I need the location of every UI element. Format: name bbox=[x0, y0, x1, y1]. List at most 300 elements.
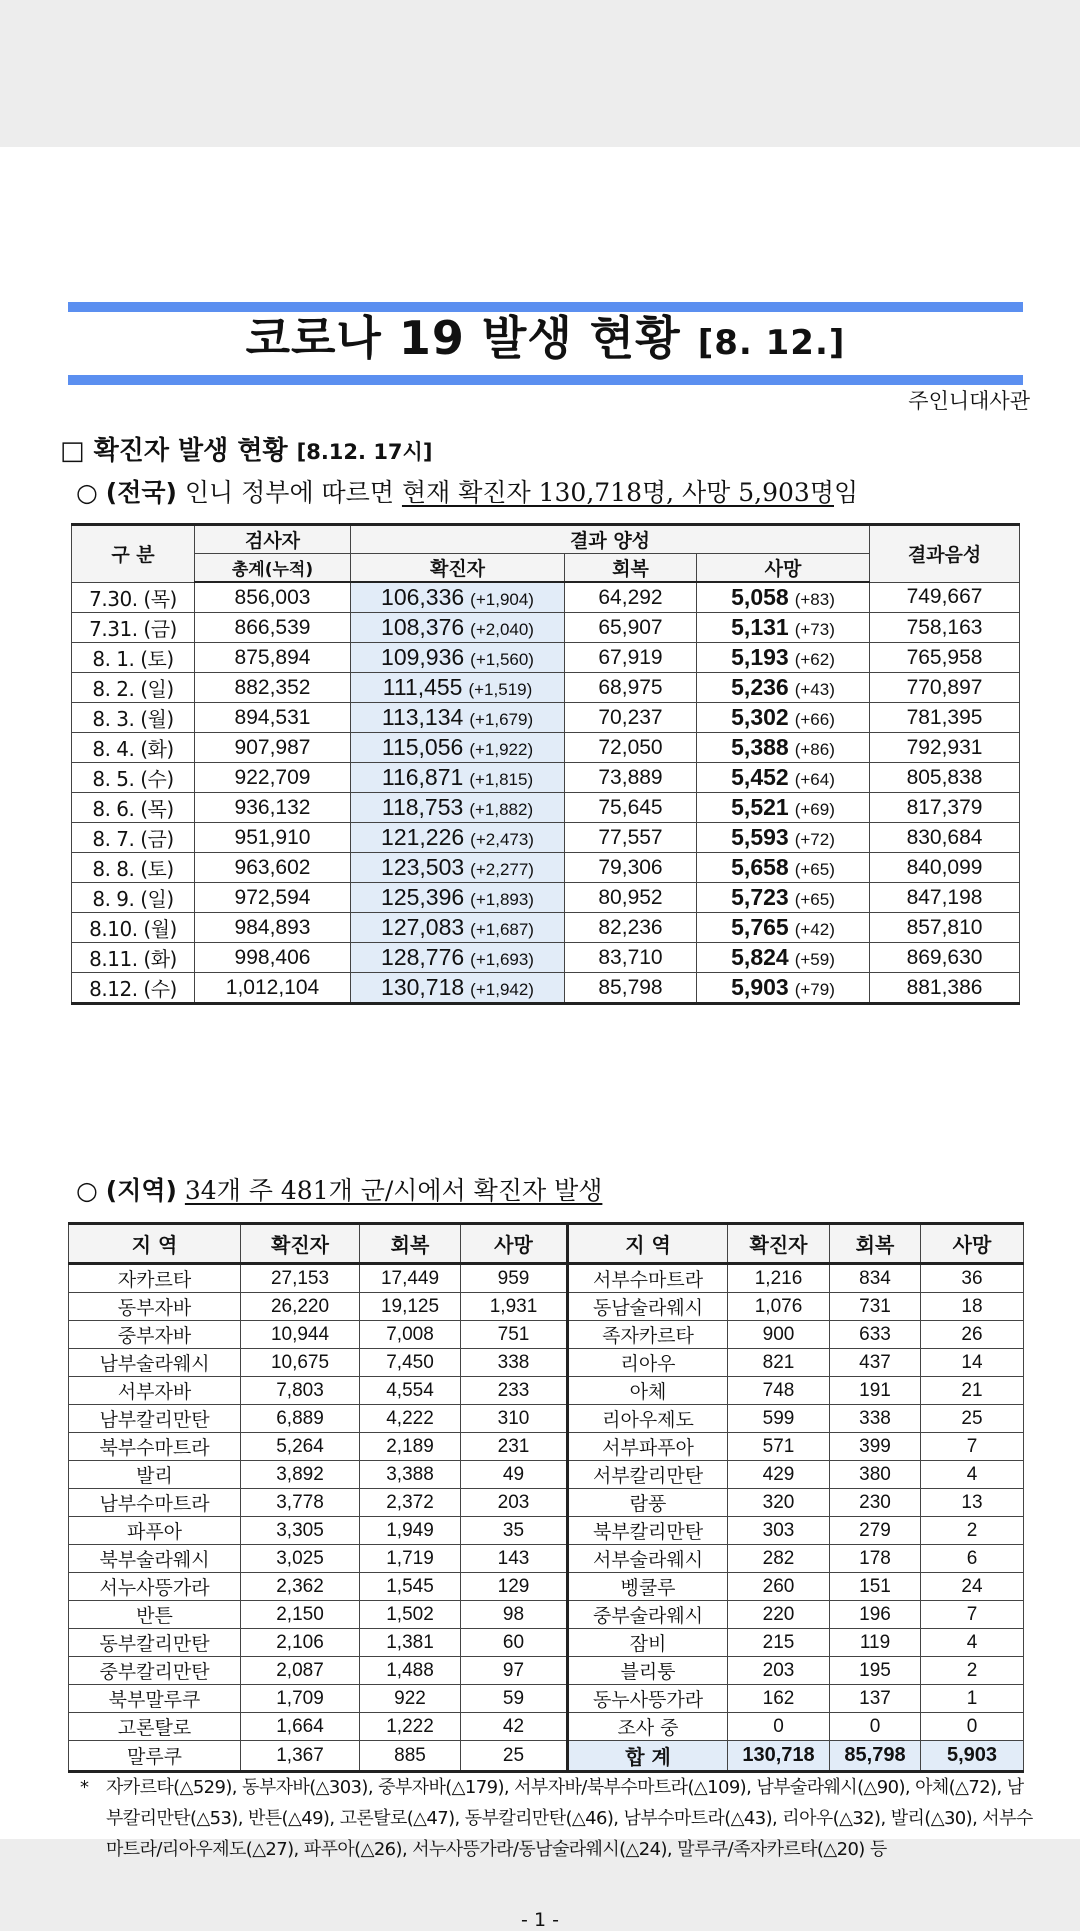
recovered-cell: 72,050 bbox=[565, 733, 697, 763]
region-confirmed: 748 bbox=[728, 1377, 830, 1405]
region-confirmed: 282 bbox=[728, 1545, 830, 1573]
confirmed-cell bbox=[351, 973, 565, 1004]
region-recovered: 178 bbox=[830, 1545, 921, 1573]
confirmed-increase: (+1,904) bbox=[470, 590, 534, 609]
region-deaths: 24 bbox=[921, 1573, 1024, 1601]
confirmed-increase: (+2,040) bbox=[470, 620, 534, 639]
region-confirmed: 220 bbox=[728, 1601, 830, 1629]
region-recovered: 2,189 bbox=[360, 1433, 461, 1461]
deaths-cell bbox=[697, 613, 870, 643]
table-row bbox=[69, 1657, 1024, 1685]
confirmed-increase: (+1,942) bbox=[470, 980, 534, 999]
region-recovered: 1,545 bbox=[360, 1573, 461, 1601]
table-row bbox=[69, 1713, 1024, 1741]
deaths-value: 5,723 bbox=[731, 884, 789, 910]
confirmed-increase: (+1,519) bbox=[468, 680, 533, 699]
confirmed-cell bbox=[351, 853, 565, 883]
table-row bbox=[69, 1741, 1024, 1772]
tests-cell: 922,709 bbox=[195, 763, 351, 793]
deaths-increase: (+72) bbox=[794, 830, 835, 849]
tests-cell: 936,132 bbox=[195, 793, 351, 823]
region-deaths: 97 bbox=[461, 1657, 568, 1685]
region-text: 34개 주 481개 군/시에서 확진자 발생 bbox=[184, 1176, 603, 1205]
deaths-increase: (+64) bbox=[794, 770, 835, 789]
region-confirmed: 260 bbox=[728, 1573, 830, 1601]
region-confirmed: 1,664 bbox=[241, 1713, 360, 1741]
deaths-increase: (+79) bbox=[794, 980, 835, 999]
confirmed-cell bbox=[351, 943, 565, 973]
tests-cell: 984,893 bbox=[195, 913, 351, 943]
confirmed-cell bbox=[351, 883, 565, 913]
deaths-increase: (+69) bbox=[794, 800, 835, 819]
region-deaths: 98 bbox=[461, 1601, 568, 1629]
checkbox-square-icon: □ bbox=[60, 436, 85, 466]
region-deaths: 7 bbox=[921, 1433, 1024, 1461]
date-cell: 8.12. (수) bbox=[72, 973, 195, 1004]
confirmed-value: 116,871 bbox=[381, 764, 464, 790]
deaths-value: 5,236 bbox=[731, 674, 789, 700]
title-bar-bottom bbox=[68, 375, 1023, 385]
header-deaths: 사망 bbox=[697, 554, 870, 583]
region-deaths: 1,931 bbox=[461, 1293, 568, 1321]
region-deaths: 231 bbox=[461, 1433, 568, 1461]
header-positive: 결과 양성 bbox=[351, 525, 870, 554]
region-name: 리아우제도 bbox=[568, 1405, 728, 1433]
deaths-increase: (+43) bbox=[794, 680, 835, 699]
region-deaths: 959 bbox=[461, 1264, 568, 1293]
table-row bbox=[69, 1489, 1024, 1517]
section-title: 확진자 발생 현황 bbox=[93, 436, 288, 466]
table-row bbox=[69, 1377, 1024, 1405]
region-name: 동남술라웨시 bbox=[568, 1293, 728, 1321]
region-confirmed: 215 bbox=[728, 1629, 830, 1657]
region-recovered: 0 bbox=[830, 1713, 921, 1741]
deaths-increase: (+42) bbox=[794, 920, 835, 939]
region-recovered: 119 bbox=[830, 1629, 921, 1657]
confirmed-value: 118,753 bbox=[381, 794, 464, 820]
negative-cell: 881,386 bbox=[870, 973, 1020, 1004]
deaths-cell bbox=[697, 823, 870, 853]
region-recovered: 731 bbox=[830, 1293, 921, 1321]
deaths-value: 5,131 bbox=[731, 614, 789, 640]
deaths-increase: (+83) bbox=[794, 590, 835, 609]
confirmed-value: 128,776 bbox=[381, 944, 465, 970]
region-confirmed: 6,889 bbox=[241, 1405, 360, 1433]
region-confirmed: 900 bbox=[728, 1321, 830, 1349]
region-recovered: 279 bbox=[830, 1517, 921, 1545]
region-recovered: 437 bbox=[830, 1349, 921, 1377]
table-row bbox=[72, 733, 1020, 763]
region-confirmed: 303 bbox=[728, 1517, 830, 1545]
header-deaths-left: 사망 bbox=[461, 1224, 568, 1264]
deaths-cell bbox=[697, 733, 870, 763]
nation-text: 인니 정부에 따르면 bbox=[184, 478, 394, 507]
confirmed-cell bbox=[351, 823, 565, 853]
region-recovered: 380 bbox=[830, 1461, 921, 1489]
region-deaths: 59 bbox=[461, 1685, 568, 1713]
confirmed-increase: (+1,560) bbox=[470, 650, 534, 669]
confirmed-value: 111,455 bbox=[382, 674, 463, 700]
region-name: 아체 bbox=[568, 1377, 728, 1405]
tests-cell: 963,602 bbox=[195, 853, 351, 883]
date-cell: 8. 5. (수) bbox=[72, 763, 195, 793]
deaths-value: 5,193 bbox=[731, 644, 789, 670]
confirmed-cell bbox=[351, 582, 565, 613]
header-recovered-right: 회복 bbox=[830, 1224, 921, 1264]
header-confirmed-right: 확진자 bbox=[728, 1224, 830, 1264]
region-name: 중부술라웨시 bbox=[568, 1601, 728, 1629]
table-row bbox=[72, 943, 1020, 973]
negative-cell: 830,684 bbox=[870, 823, 1020, 853]
deaths-value: 5,388 bbox=[731, 734, 789, 760]
confirmed-cell bbox=[351, 643, 565, 673]
confirmed-value: 130,718 bbox=[381, 974, 465, 1000]
tests-cell: 856,003 bbox=[195, 582, 351, 613]
region-recovered: 19,125 bbox=[360, 1293, 461, 1321]
confirmed-value: 106,336 bbox=[381, 584, 465, 610]
confirmed-increase: (+1,815) bbox=[469, 770, 534, 789]
region-recovered: 834 bbox=[830, 1264, 921, 1293]
table-row bbox=[69, 1349, 1024, 1377]
region-confirmed: 1,216 bbox=[728, 1264, 830, 1293]
region-name: 중부칼리만탄 bbox=[69, 1657, 241, 1685]
table-row bbox=[72, 582, 1020, 613]
header-period: 구 분 bbox=[72, 525, 195, 583]
region-deaths: 310 bbox=[461, 1405, 568, 1433]
header-region-left: 지 역 bbox=[69, 1224, 241, 1264]
region-deaths: 143 bbox=[461, 1545, 568, 1573]
confirmed-value: 123,503 bbox=[381, 854, 465, 880]
region-confirmed: 10,944 bbox=[241, 1321, 360, 1349]
date-cell: 8. 2. (일) bbox=[72, 673, 195, 703]
region-deaths: 751 bbox=[461, 1321, 568, 1349]
total-label: 합 계 bbox=[568, 1741, 728, 1772]
deaths-increase: (+66) bbox=[794, 710, 835, 729]
deaths-cell bbox=[697, 763, 870, 793]
region-recovered: 4,222 bbox=[360, 1405, 461, 1433]
header-tests-sub: 총계(누적) bbox=[195, 554, 351, 583]
region-confirmed: 162 bbox=[728, 1685, 830, 1713]
date-cell: 8. 8. (토) bbox=[72, 853, 195, 883]
header-negative: 결과음성 bbox=[870, 525, 1020, 583]
total-deaths: 5,903 bbox=[921, 1741, 1024, 1772]
region-confirmed: 3,892 bbox=[241, 1461, 360, 1489]
region-confirmed: 10,675 bbox=[241, 1349, 360, 1377]
table-row bbox=[72, 913, 1020, 943]
date-cell: 7.30. (목) bbox=[72, 582, 195, 613]
region-name: 서부술라웨시 bbox=[568, 1545, 728, 1573]
nation-highlight: 현재 확진자 130,718명, 사망 5,903명 bbox=[401, 478, 834, 507]
deaths-value: 5,658 bbox=[731, 854, 789, 880]
table-row bbox=[69, 1321, 1024, 1349]
region-recovered: 191 bbox=[830, 1377, 921, 1405]
deaths-cell bbox=[697, 643, 870, 673]
table-row bbox=[72, 973, 1020, 1004]
tests-cell: 972,594 bbox=[195, 883, 351, 913]
region-deaths: 4 bbox=[921, 1461, 1024, 1489]
deaths-cell bbox=[697, 703, 870, 733]
deaths-increase: (+86) bbox=[794, 740, 835, 759]
table-row bbox=[69, 1629, 1024, 1657]
date-cell: 8.10. (월) bbox=[72, 913, 195, 943]
deaths-increase: (+62) bbox=[794, 650, 835, 669]
region-recovered: 1,502 bbox=[360, 1601, 461, 1629]
region-name: 중부자바 bbox=[69, 1321, 241, 1349]
region-name: 파푸아 bbox=[69, 1517, 241, 1545]
region-name: 블리퉁 bbox=[568, 1657, 728, 1685]
deaths-cell bbox=[697, 973, 870, 1004]
confirmed-value: 115,056 bbox=[381, 734, 464, 760]
region-recovered: 633 bbox=[830, 1321, 921, 1349]
region-deaths: 233 bbox=[461, 1377, 568, 1405]
confirmed-cell bbox=[351, 763, 565, 793]
region-deaths: 14 bbox=[921, 1349, 1024, 1377]
tests-cell: 875,894 bbox=[195, 643, 351, 673]
region-confirmed: 429 bbox=[728, 1461, 830, 1489]
confirmed-increase: (+1,693) bbox=[470, 950, 534, 969]
header-region-right: 지 역 bbox=[568, 1224, 728, 1264]
region-deaths: 42 bbox=[461, 1713, 568, 1741]
region-deaths: 203 bbox=[461, 1489, 568, 1517]
table-row bbox=[69, 1264, 1024, 1293]
confirmed-increase: (+1,893) bbox=[470, 890, 534, 909]
recovered-cell: 80,952 bbox=[565, 883, 697, 913]
deaths-value: 5,765 bbox=[731, 914, 789, 940]
region-confirmed: 2,150 bbox=[241, 1601, 360, 1629]
table-row bbox=[72, 613, 1020, 643]
region-confirmed: 3,778 bbox=[241, 1489, 360, 1517]
header-tests: 검사자 bbox=[195, 525, 351, 554]
total-recovered: 85,798 bbox=[830, 1741, 921, 1772]
deaths-cell bbox=[697, 853, 870, 883]
region-confirmed: 320 bbox=[728, 1489, 830, 1517]
section-heading bbox=[60, 430, 432, 467]
region-deaths: 49 bbox=[461, 1461, 568, 1489]
region-name: 람풍 bbox=[568, 1489, 728, 1517]
embassy-label: 주인니대사관 bbox=[908, 389, 1030, 413]
confirmed-increase: (+2,277) bbox=[470, 860, 534, 879]
confirmed-cell bbox=[351, 703, 565, 733]
region-deaths: 338 bbox=[461, 1349, 568, 1377]
table-row bbox=[72, 793, 1020, 823]
deaths-value: 5,903 bbox=[731, 974, 789, 1000]
deaths-cell bbox=[697, 943, 870, 973]
region-recovered: 1,381 bbox=[360, 1629, 461, 1657]
region-recovered: 1,719 bbox=[360, 1545, 461, 1573]
region-name: 리아우 bbox=[568, 1349, 728, 1377]
nation-end: 임 bbox=[834, 478, 859, 507]
region-deaths: 129 bbox=[461, 1573, 568, 1601]
region-recovered: 196 bbox=[830, 1601, 921, 1629]
document-page bbox=[0, 147, 1080, 1931]
confirmed-value: 108,376 bbox=[381, 614, 465, 640]
region-recovered: 885 bbox=[360, 1741, 461, 1772]
tests-cell: 907,987 bbox=[195, 733, 351, 763]
confirmed-increase: (+1,882) bbox=[469, 800, 534, 819]
region-confirmed: 27,153 bbox=[241, 1264, 360, 1293]
region-table-body bbox=[69, 1264, 1024, 1772]
region-name: 북부말루쿠 bbox=[69, 1685, 241, 1713]
circle-bullet-icon: ○ bbox=[76, 478, 98, 507]
table-row bbox=[69, 1405, 1024, 1433]
deaths-increase: (+59) bbox=[794, 950, 835, 969]
deaths-value: 5,452 bbox=[731, 764, 789, 790]
region-summary bbox=[76, 1171, 602, 1207]
region-recovered: 2,372 bbox=[360, 1489, 461, 1517]
tests-cell: 951,910 bbox=[195, 823, 351, 853]
deaths-cell bbox=[697, 582, 870, 613]
confirmed-value: 109,936 bbox=[381, 644, 465, 670]
region-name: 남부술라웨시 bbox=[69, 1349, 241, 1377]
negative-cell: 765,958 bbox=[870, 643, 1020, 673]
region-recovered: 137 bbox=[830, 1685, 921, 1713]
deaths-increase: (+65) bbox=[794, 860, 835, 879]
table-row bbox=[72, 643, 1020, 673]
region-confirmed: 0 bbox=[728, 1713, 830, 1741]
region-confirmed: 599 bbox=[728, 1405, 830, 1433]
page-title bbox=[68, 307, 1023, 369]
region-confirmed: 2,106 bbox=[241, 1629, 360, 1657]
region-name: 말루쿠 bbox=[69, 1741, 241, 1772]
confirmed-cell bbox=[351, 793, 565, 823]
confirmed-cell bbox=[351, 613, 565, 643]
deaths-cell bbox=[697, 793, 870, 823]
confirmed-value: 127,083 bbox=[381, 914, 465, 940]
region-name: 발리 bbox=[69, 1461, 241, 1489]
page-number: - 1 - bbox=[521, 1909, 559, 1931]
region-name: 반튼 bbox=[69, 1601, 241, 1629]
region-recovered: 17,449 bbox=[360, 1264, 461, 1293]
date-cell: 7.31. (금) bbox=[72, 613, 195, 643]
region-deaths: 1 bbox=[921, 1685, 1024, 1713]
region-name: 서부수마트라 bbox=[568, 1264, 728, 1293]
table-row bbox=[72, 703, 1020, 733]
region-confirmed: 2,087 bbox=[241, 1657, 360, 1685]
region-recovered: 3,388 bbox=[360, 1461, 461, 1489]
region-name: 서부자바 bbox=[69, 1377, 241, 1405]
table-row bbox=[72, 673, 1020, 703]
table-row bbox=[69, 1517, 1024, 1545]
table-row bbox=[72, 883, 1020, 913]
deaths-cell bbox=[697, 913, 870, 943]
region-name: 서부파푸아 bbox=[568, 1433, 728, 1461]
region-deaths: 7 bbox=[921, 1601, 1024, 1629]
region-confirmed: 203 bbox=[728, 1657, 830, 1685]
negative-cell: 847,198 bbox=[870, 883, 1020, 913]
region-confirmed: 3,305 bbox=[241, 1517, 360, 1545]
region-deaths: 25 bbox=[461, 1741, 568, 1772]
region-name: 동부자바 bbox=[69, 1293, 241, 1321]
region-deaths: 25 bbox=[921, 1405, 1024, 1433]
table-row bbox=[69, 1601, 1024, 1629]
tests-cell: 998,406 bbox=[195, 943, 351, 973]
region-recovered: 399 bbox=[830, 1433, 921, 1461]
table-row bbox=[72, 853, 1020, 883]
region-deaths: 26 bbox=[921, 1321, 1024, 1349]
negative-cell: 781,395 bbox=[870, 703, 1020, 733]
region-deaths: 0 bbox=[921, 1713, 1024, 1741]
recovered-cell: 82,236 bbox=[565, 913, 697, 943]
region-confirmed: 1,709 bbox=[241, 1685, 360, 1713]
footnote bbox=[80, 1772, 1040, 1865]
region-confirmed: 26,220 bbox=[241, 1293, 360, 1321]
recovered-cell: 70,237 bbox=[565, 703, 697, 733]
confirmed-increase: (+1,679) bbox=[469, 710, 534, 729]
deaths-increase: (+73) bbox=[794, 620, 835, 639]
recovered-cell: 83,710 bbox=[565, 943, 697, 973]
table-row bbox=[69, 1461, 1024, 1489]
region-recovered: 4,554 bbox=[360, 1377, 461, 1405]
negative-cell: 869,630 bbox=[870, 943, 1020, 973]
region-recovered: 7,008 bbox=[360, 1321, 461, 1349]
confirmed-cell bbox=[351, 673, 565, 703]
header-confirmed: 확진자 bbox=[351, 554, 565, 583]
region-confirmed: 1,076 bbox=[728, 1293, 830, 1321]
region-recovered: 338 bbox=[830, 1405, 921, 1433]
region-confirmed: 5,264 bbox=[241, 1433, 360, 1461]
region-tag: (지역) bbox=[105, 1176, 177, 1205]
tests-cell: 894,531 bbox=[195, 703, 351, 733]
daily-table-body bbox=[72, 582, 1020, 1004]
region-recovered: 1,949 bbox=[360, 1517, 461, 1545]
region-name: 북부칼리만탄 bbox=[568, 1517, 728, 1545]
header-deaths-right: 사망 bbox=[921, 1224, 1024, 1264]
region-deaths: 2 bbox=[921, 1517, 1024, 1545]
region-name: 조사 중 bbox=[568, 1713, 728, 1741]
negative-cell: 792,931 bbox=[870, 733, 1020, 763]
region-name: 잠비 bbox=[568, 1629, 728, 1657]
region-deaths: 6 bbox=[921, 1545, 1024, 1573]
region-deaths: 35 bbox=[461, 1517, 568, 1545]
region-confirmed: 571 bbox=[728, 1433, 830, 1461]
recovered-cell: 85,798 bbox=[565, 973, 697, 1004]
confirmed-cell bbox=[351, 913, 565, 943]
tests-cell: 866,539 bbox=[195, 613, 351, 643]
confirmed-value: 121,226 bbox=[381, 824, 465, 850]
region-recovered: 1,488 bbox=[360, 1657, 461, 1685]
region-recovered: 151 bbox=[830, 1573, 921, 1601]
recovered-cell: 68,975 bbox=[565, 673, 697, 703]
footnote-text: 자카르타(△529), 동부자바(△303), 중부자바(△179), 서부자바/북부수마트라(△109), 남부술라웨시(△90), 아체(△72), 남부칼리만탄(△53), 반튼(△49), 고론탈로(△47), 동부칼리만탄(△46), 남부수마트라(△43), 리아우(△32), 발리(△30), 서부수마트라/리아우제도(△27), 파푸아(△26), 서누사뜽가라/동남술라웨시(△24), 말루쿠/족자카르타(△20) 등 bbox=[106, 1777, 1033, 1860]
date-cell: 8.11. (화) bbox=[72, 943, 195, 973]
region-recovered: 922 bbox=[360, 1685, 461, 1713]
confirmed-increase: (+2,473) bbox=[470, 830, 534, 849]
region-confirmed: 821 bbox=[728, 1349, 830, 1377]
region-name: 자카르타 bbox=[69, 1264, 241, 1293]
recovered-cell: 65,907 bbox=[565, 613, 697, 643]
recovered-cell: 77,557 bbox=[565, 823, 697, 853]
recovered-cell: 73,889 bbox=[565, 763, 697, 793]
region-deaths: 4 bbox=[921, 1629, 1024, 1657]
table-row bbox=[69, 1293, 1024, 1321]
deaths-value: 5,302 bbox=[731, 704, 789, 730]
confirmed-cell bbox=[351, 733, 565, 763]
date-cell: 8. 4. (화) bbox=[72, 733, 195, 763]
region-name: 북부술라웨시 bbox=[69, 1545, 241, 1573]
recovered-cell: 67,919 bbox=[565, 643, 697, 673]
region-deaths: 13 bbox=[921, 1489, 1024, 1517]
footnote-star: * bbox=[80, 1777, 89, 1798]
region-confirmed: 1,367 bbox=[241, 1741, 360, 1772]
header-confirmed-left: 확진자 bbox=[241, 1224, 360, 1264]
negative-cell: 805,838 bbox=[870, 763, 1020, 793]
table-row bbox=[69, 1685, 1024, 1713]
circle-bullet-icon: ○ bbox=[76, 1176, 98, 1205]
region-deaths: 18 bbox=[921, 1293, 1024, 1321]
confirmed-increase: (+1,687) bbox=[470, 920, 534, 939]
table-row bbox=[69, 1433, 1024, 1461]
region-name: 남부칼리만탄 bbox=[69, 1405, 241, 1433]
